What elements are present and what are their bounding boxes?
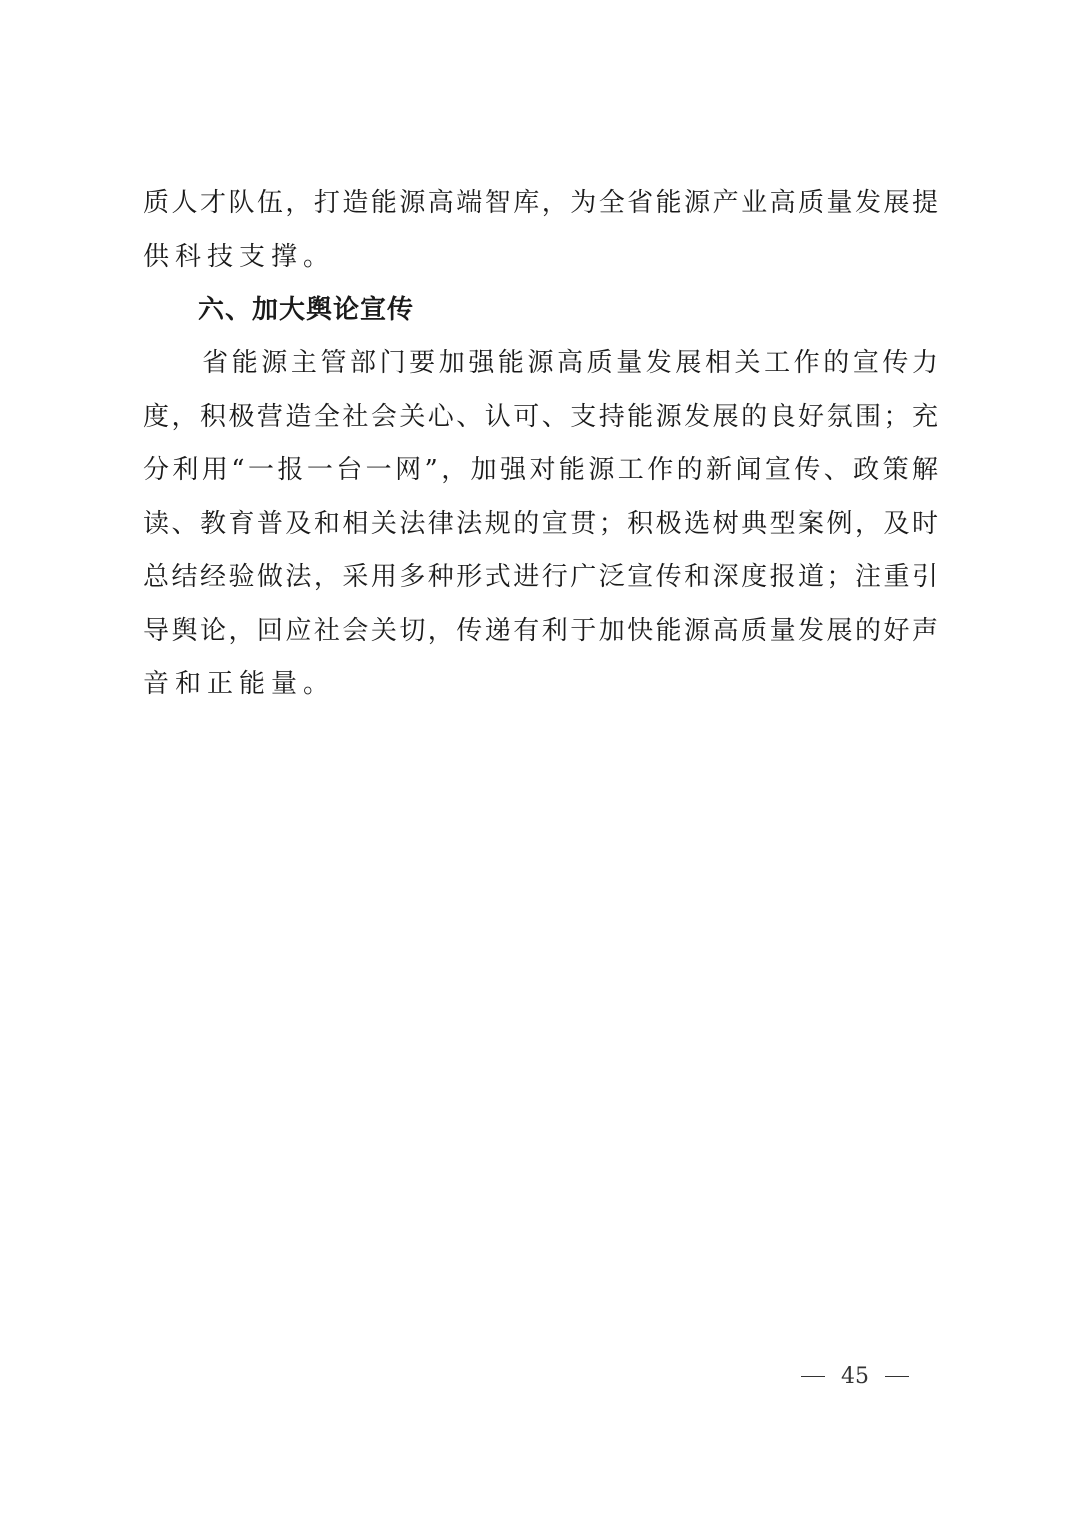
paragraph-line: 导舆论，回应社会关切，传递有利于加快能源高质量发展的好声	[143, 616, 938, 646]
paragraph-line: 质人才队伍，打造能源高端智库，为全省能源产业高质量发展提	[143, 188, 938, 218]
paragraph-line: 度，积极营造全社会关心、认可、支持能源发展的良好氛围；充	[143, 402, 938, 432]
section-heading: 六、加大舆论宣传	[198, 295, 415, 325]
page-number	[790, 1356, 920, 1396]
paragraph-line: 分利用“一报一台一网”，加强对能源工作的新闻宣传、政策解	[143, 455, 938, 485]
paragraph-line: 读、教育普及和相关法律法规的宣贯；积极选树典型案例，及时	[143, 509, 938, 539]
paragraph-line: 省能源主管部门要加强能源高质量发展相关工作的宣传力	[143, 348, 938, 378]
dash-left	[801, 1376, 825, 1377]
page-number-text: 45	[841, 1363, 869, 1389]
paragraph-line: 总结经验做法，采用多种形式进行广泛宣传和深度报道；注重引	[143, 562, 938, 592]
paragraph-line: 音和正能量。	[143, 669, 336, 699]
paragraph-line: 供科技支撑。	[143, 242, 336, 272]
dash-right	[885, 1376, 909, 1377]
